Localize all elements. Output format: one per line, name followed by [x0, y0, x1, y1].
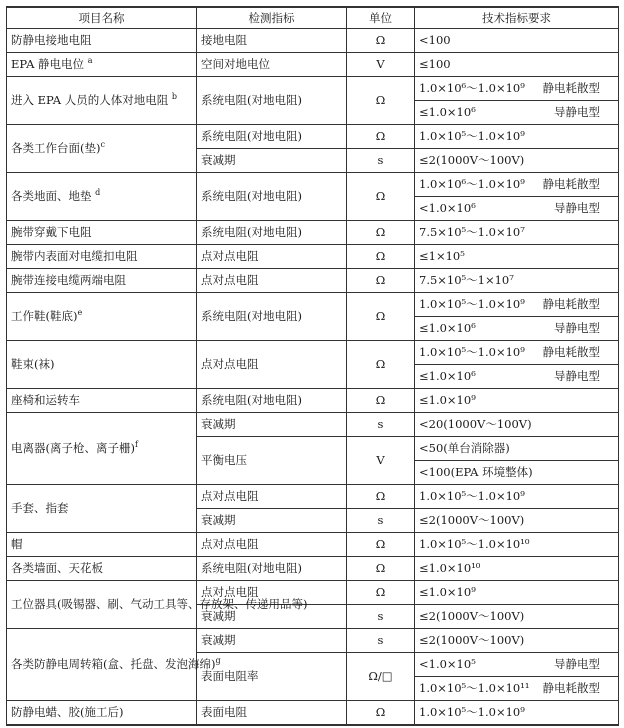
requirement: 7.5×10⁵～1.0×10⁷: [415, 220, 619, 244]
unit: Ω: [347, 292, 415, 340]
table-row: [7, 292, 619, 316]
item-name: 手套、指套: [7, 484, 197, 532]
unit: Ω: [347, 124, 415, 148]
unit: Ω: [347, 220, 415, 244]
unit: Ω: [347, 172, 415, 220]
indicator: 衰减期: [197, 628, 347, 652]
unit: s: [347, 604, 415, 628]
requirement: ≤1×10⁵: [415, 244, 619, 268]
table-row: [7, 172, 619, 196]
unit: Ω: [347, 700, 415, 725]
table-row: [7, 484, 619, 508]
table-row: [7, 220, 619, 244]
indicator: 点对点电阻: [197, 580, 347, 604]
requirement: <1.0×10⁶ 导静电型: [415, 196, 619, 220]
item-name: 各类防静电周转箱(盒、托盘、发泡海绵)$^g$: [7, 628, 197, 700]
indicator: 点对点电阻: [197, 340, 347, 388]
indicator: 系统电阻(对地电阻): [197, 388, 347, 412]
indicator: 系统电阻(对地电阻): [197, 220, 347, 244]
item-name: 各类墙面、天花板: [7, 556, 197, 580]
requirement: ≤1.0×10⁹: [415, 388, 619, 412]
indicator: 表面电阻率: [197, 652, 347, 700]
item-name: 工位器具(吸锡器、刷、气动工具等、存放架、传递用品等): [7, 580, 197, 628]
table-row: [7, 340, 619, 364]
footnote-mark: b: [171, 92, 177, 102]
unit: s: [347, 628, 415, 652]
requirement: ≤100: [415, 52, 619, 76]
item-name: 腕带连接电缆两端电阻: [7, 268, 197, 292]
item-name: 防静电接地电阻: [7, 28, 197, 52]
indicator: 衰减期: [197, 604, 347, 628]
requirement: 1.0×10⁵～1.0×10⁹: [415, 124, 619, 148]
item-name: 工作鞋(鞋底)$^e$: [7, 292, 197, 340]
type-note: 静电耗散型: [542, 345, 600, 359]
item-name: 进入 EPA 人员的人体对地电阻 $^b$: [7, 76, 197, 124]
indicator: 接地电阻: [197, 28, 347, 52]
unit: s: [347, 148, 415, 172]
unit: Ω: [347, 532, 415, 556]
table-row: [7, 28, 619, 52]
requirement: 1.0×10⁶～1.0×10⁹ 静电耗散型: [415, 76, 619, 100]
unit: V: [347, 52, 415, 76]
requirement: <100: [415, 28, 619, 52]
unit: Ω: [347, 580, 415, 604]
indicator: 点对点电阻: [197, 244, 347, 268]
item-name: 防静电蜡、胶(施工后): [7, 700, 197, 725]
table-row: [7, 124, 619, 148]
indicator: 点对点电阻: [197, 484, 347, 508]
unit: Ω/□: [347, 652, 415, 700]
item-name: 腕带穿戴下电阻: [7, 220, 197, 244]
footnote-mark: f: [134, 440, 138, 450]
item-name: 各类地面、地垫 $^d$: [7, 172, 197, 220]
requirement: ≤1.0×10⁹: [415, 580, 619, 604]
requirement: <100(EPA 环境整体): [415, 460, 619, 484]
requirement: ≤2(1000V～100V): [415, 508, 619, 532]
header-indicator: 检测指标: [197, 7, 347, 28]
type-note: 静电耗散型: [542, 177, 600, 191]
item-name: 腕带内表面对电缆扣电阻: [7, 244, 197, 268]
requirement: 1.0×10⁵～1.0×10¹⁰: [415, 532, 619, 556]
footnote-mark: a: [87, 56, 93, 66]
header-requirement: 技术指标要求: [415, 7, 619, 28]
type-note: 导静电型: [554, 321, 600, 335]
table-row: [7, 388, 619, 412]
requirement: ≤2(1000V～100V): [415, 148, 619, 172]
unit: s: [347, 508, 415, 532]
requirement: ≤2(1000V～100V): [415, 628, 619, 652]
table-row: [7, 532, 619, 556]
indicator: 空间对地电位: [197, 52, 347, 76]
requirement: 7.5×10⁵～1×10⁷: [415, 268, 619, 292]
unit: s: [347, 412, 415, 436]
item-name: 各类工作台面(垫)$^c$: [7, 124, 197, 172]
requirement: 1.0×10⁵～1.0×10⁹: [415, 484, 619, 508]
unit: Ω: [347, 28, 415, 52]
requirement: 1.0×10⁶～1.0×10⁹ 静电耗散型: [415, 172, 619, 196]
requirement: <20(1000V～100V): [415, 412, 619, 436]
requirement: ≤1.0×10⁶ 导静电型: [415, 316, 619, 340]
indicator: 系统电阻(对地电阻): [197, 124, 347, 148]
specification-table: [6, 6, 619, 726]
indicator: 系统电阻(对地电阻): [197, 172, 347, 220]
indicator: 系统电阻(对地电阻): [197, 76, 347, 124]
indicator: 衰减期: [197, 148, 347, 172]
type-note: 静电耗散型: [542, 81, 600, 95]
requirement: ≤2(1000V～100V): [415, 604, 619, 628]
type-note: 静电耗散型: [542, 297, 600, 311]
unit: V: [347, 436, 415, 484]
requirement: 1.0×10⁵～1.0×10⁹: [415, 700, 619, 725]
unit: Ω: [347, 388, 415, 412]
requirement: <1.0×10⁵ 导静电型: [415, 652, 619, 676]
table-row: [7, 244, 619, 268]
requirement: 1.0×10⁵～1.0×10¹¹ 静电耗散型: [415, 676, 619, 700]
item-name: 帽: [7, 532, 197, 556]
item-name: 座椅和运转车: [7, 388, 197, 412]
table-row: [7, 76, 619, 100]
table-row: [7, 580, 619, 604]
footnote-mark: e: [77, 308, 83, 318]
indicator: 衰减期: [197, 412, 347, 436]
header-unit: 单位: [347, 7, 415, 28]
indicator: 系统电阻(对地电阻): [197, 556, 347, 580]
unit: Ω: [347, 484, 415, 508]
unit: Ω: [347, 268, 415, 292]
unit: Ω: [347, 340, 415, 388]
requirement: 1.0×10⁵～1.0×10⁹ 静电耗散型: [415, 340, 619, 364]
type-note: 导静电型: [554, 201, 600, 215]
requirement: 1.0×10⁵～1.0×10⁹ 静电耗散型: [415, 292, 619, 316]
requirement: <50(单台消除器): [415, 436, 619, 460]
indicator: 点对点电阻: [197, 532, 347, 556]
item-name: 鞋束(袜): [7, 340, 197, 388]
type-note: 导静电型: [554, 369, 600, 383]
table-row: [7, 628, 619, 652]
indicator: 表面电阻: [197, 700, 347, 725]
header-item: 项目名称: [7, 7, 197, 28]
indicator: 系统电阻(对地电阻): [197, 292, 347, 340]
type-note: 导静电型: [554, 105, 600, 119]
indicator: 平衡电压: [197, 436, 347, 484]
unit: Ω: [347, 76, 415, 124]
item-name: EPA 静电电位 $^a$: [7, 52, 197, 76]
requirement: ≤1.0×10⁶ 导静电型: [415, 364, 619, 388]
requirement: ≤1.0×10⁶ 导静电型: [415, 100, 619, 124]
footnote-mark: d: [95, 188, 101, 198]
unit: Ω: [347, 244, 415, 268]
type-note: 导静电型: [554, 657, 600, 671]
type-note: 静电耗散型: [542, 681, 600, 695]
unit: Ω: [347, 556, 415, 580]
indicator: 点对点电阻: [197, 268, 347, 292]
item-name: 电离器(离子枪、离子栅)$^f$: [7, 412, 197, 484]
footnote-mark: g: [215, 656, 221, 666]
table-row: [7, 700, 619, 725]
table-row: [7, 412, 619, 436]
table-row: [7, 268, 619, 292]
requirement: ≤1.0×10¹⁰: [415, 556, 619, 580]
table-row: [7, 52, 619, 76]
indicator: 衰减期: [197, 508, 347, 532]
footnote-mark: c: [100, 140, 105, 150]
table-row: [7, 556, 619, 580]
header-row: [7, 7, 619, 28]
